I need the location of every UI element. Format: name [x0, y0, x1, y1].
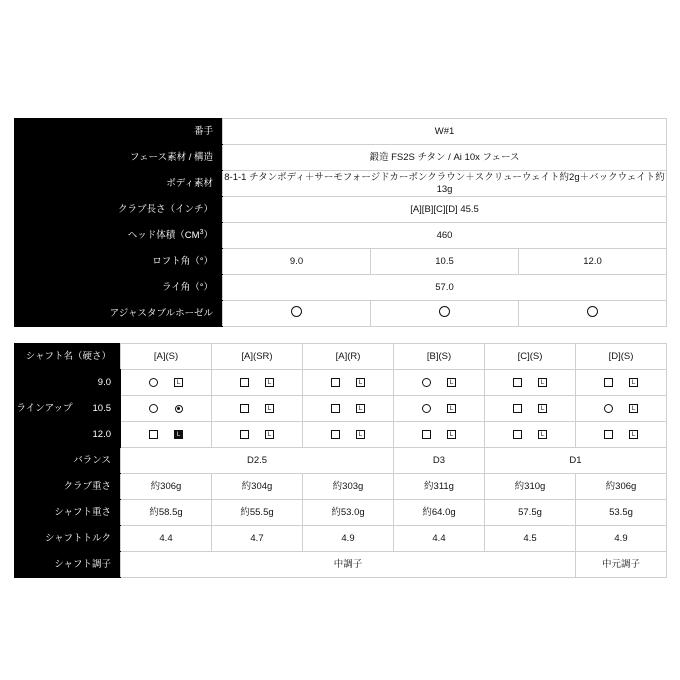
table-row — [15, 275, 667, 301]
table-row — [15, 119, 667, 145]
circle-dot-mark-icon — [173, 403, 184, 414]
lineup-cell-12-d-s — [576, 422, 667, 448]
lineup-cell-105-a-s — [121, 396, 212, 422]
lineup-cell-12-c-s — [485, 422, 576, 448]
square-mark-icon — [512, 403, 523, 414]
cell-loft-12: 12.0 — [519, 249, 667, 275]
l-filled-mark-icon: L — [173, 429, 184, 440]
shaft-name-a-r: [A](R) — [303, 344, 394, 370]
circle-mark-icon — [439, 306, 450, 317]
cell-shaft-weight-3: 約53.0g — [303, 500, 394, 526]
l-mark-icon: L — [355, 377, 366, 388]
row-label-shaft-name: シャフト名（硬さ） — [15, 344, 121, 370]
cell-club-weight-1: 約306g — [121, 474, 212, 500]
shaft-name-a-sr: [A](SR) — [212, 344, 303, 370]
row-label-shaft-weight: シャフト重さ — [15, 500, 121, 526]
mark-pair — [212, 429, 302, 440]
cell-balance-d25: D2.5 — [121, 448, 394, 474]
table-row — [15, 448, 667, 474]
cell-shaft-flex-midhigh: 中元調子 — [576, 552, 667, 578]
shaft-name-c-s: [C](S) — [485, 344, 576, 370]
l-mark-icon: L — [355, 403, 366, 414]
row-label-balance: バランス — [15, 448, 121, 474]
mark-pair — [212, 403, 302, 414]
l-mark-icon: L — [446, 429, 457, 440]
table-spacer — [14, 327, 666, 343]
mark-pair — [394, 377, 484, 388]
square-mark-icon — [239, 403, 250, 414]
row-label-lineup: ラインアップ — [15, 370, 75, 448]
spec-table — [14, 118, 667, 327]
l-mark-icon: L — [628, 429, 639, 440]
mark-pair — [303, 377, 393, 388]
row-label-head-volume — [15, 223, 223, 249]
mark-pair — [394, 429, 484, 440]
cell-body-material-value: 8-1-1 チタンボディ＋サーモフォージドカーボンクラウン＋スクリューウェイト約2g＋バックウェイト約13g — [224, 171, 665, 195]
row-label-body-material: ボディ素材 — [15, 171, 223, 197]
circle-mark-icon — [603, 403, 614, 414]
shaft-table — [14, 343, 667, 578]
table-row — [15, 396, 667, 422]
cell-lie-angle-value: 57.0 — [223, 275, 667, 301]
cell-hosel-12 — [519, 301, 667, 327]
cell-hosel-9 — [223, 301, 371, 327]
l-mark-icon: L — [355, 429, 366, 440]
table-row — [15, 171, 667, 197]
l-mark-icon: L — [264, 403, 275, 414]
table-row — [15, 145, 667, 171]
mark-pair — [303, 403, 393, 414]
circle-mark-icon — [421, 377, 432, 388]
lineup-cell-105-b-s — [394, 396, 485, 422]
cell-face-material-value: 鍛造 FS2S チタン / Ai 10x フェース — [223, 145, 667, 171]
l-mark-icon: L — [264, 377, 275, 388]
circle-mark-icon — [587, 306, 598, 317]
l-mark-icon: L — [264, 429, 275, 440]
square-mark-icon — [603, 429, 614, 440]
table-row — [15, 500, 667, 526]
mark-pair — [303, 429, 393, 440]
l-mark-icon: L — [628, 377, 639, 388]
row-label-lie-angle: ライ角（°） — [15, 275, 223, 301]
mark-pair — [121, 377, 211, 388]
square-mark-icon — [239, 429, 250, 440]
lineup-cell-9-a-r — [303, 370, 394, 396]
circle-mark-icon — [291, 306, 302, 317]
l-mark-icon: L — [173, 377, 184, 388]
lineup-cell-12-a-sr — [212, 422, 303, 448]
cell-club-weight-3: 約303g — [303, 474, 394, 500]
l-mark-icon: L — [628, 403, 639, 414]
square-mark-icon — [603, 377, 614, 388]
cell-shaft-flex-mid: 中調子 — [121, 552, 576, 578]
cell-loft-10-5: 10.5 — [371, 249, 519, 275]
cell-shaft-weight-6: 53.5g — [576, 500, 667, 526]
row-label-shaft-torque: シャフトトルク — [15, 526, 121, 552]
table-row — [15, 223, 667, 249]
row-label-adjustable-hosel: アジャスタブルホーゼル — [15, 301, 223, 327]
square-mark-icon — [330, 377, 341, 388]
row-label-loft: ロフト角（°） — [15, 249, 223, 275]
circle-mark-icon — [148, 377, 159, 388]
lineup-cell-9-a-sr — [212, 370, 303, 396]
lineup-loft-10-5: 10.5 — [75, 396, 121, 422]
l-mark-icon: L — [446, 403, 457, 414]
cell-number-value: W#1 — [223, 119, 667, 145]
square-mark-icon — [512, 429, 523, 440]
cell-club-weight-2: 約304g — [212, 474, 303, 500]
lineup-loft-12: 12.0 — [75, 422, 121, 448]
mark-pair — [576, 377, 666, 388]
square-mark-icon — [421, 429, 432, 440]
cell-shaft-torque-1: 4.4 — [121, 526, 212, 552]
mark-pair — [485, 377, 575, 388]
cell-club-length-value: [A][B][C][D] 45.5 — [223, 197, 667, 223]
l-mark-icon: L — [446, 377, 457, 388]
spec-table-body — [15, 119, 667, 327]
cell-shaft-torque-5: 4.5 — [485, 526, 576, 552]
cell-hosel-10-5 — [371, 301, 519, 327]
cell-loft-9: 9.0 — [223, 249, 371, 275]
lineup-cell-9-b-s — [394, 370, 485, 396]
square-mark-icon — [148, 429, 159, 440]
lineup-cell-105-a-r — [303, 396, 394, 422]
mark-pair — [121, 429, 211, 440]
square-mark-icon — [239, 377, 250, 388]
table-row — [15, 526, 667, 552]
row-label-club-length: クラブ長さ（インチ） — [15, 197, 223, 223]
row-label-club-weight: クラブ重さ — [15, 474, 121, 500]
cell-shaft-torque-4: 4.4 — [394, 526, 485, 552]
cell-shaft-torque-2: 4.7 — [212, 526, 303, 552]
row-label-number: 番手 — [15, 119, 223, 145]
table-row — [15, 370, 667, 396]
table-row — [15, 474, 667, 500]
l-mark-icon: L — [537, 377, 548, 388]
circle-mark-icon — [148, 403, 159, 414]
mark-pair — [576, 429, 666, 440]
cell-shaft-weight-2: 約55.5g — [212, 500, 303, 526]
circle-mark-icon — [421, 403, 432, 414]
cell-head-volume-value: 460 — [223, 223, 667, 249]
mark-pair — [212, 377, 302, 388]
cell-club-weight-5: 約310g — [485, 474, 576, 500]
lineup-cell-105-d-s — [576, 396, 667, 422]
row-label-head-volume-text: ヘッド体積$(CM^3)$ — [127, 228, 213, 242]
table-row — [15, 552, 667, 578]
mark-pair — [121, 403, 211, 414]
cell-shaft-torque-6: 4.9 — [576, 526, 667, 552]
lineup-cell-9-c-s — [485, 370, 576, 396]
shaft-name-b-s: [B](S) — [394, 344, 485, 370]
square-mark-icon — [330, 429, 341, 440]
cell-club-weight-4: 約311g — [394, 474, 485, 500]
mark-pair — [485, 429, 575, 440]
cell-club-weight-6: 約306g — [576, 474, 667, 500]
shaft-table-body — [15, 344, 667, 578]
cell-shaft-weight-4: 約64.0g — [394, 500, 485, 526]
shaft-name-a-s: [A](S) — [121, 344, 212, 370]
cell-shaft-torque-3: 4.9 — [303, 526, 394, 552]
square-mark-icon — [330, 403, 341, 414]
mark-pair — [485, 403, 575, 414]
shaft-name-d-s: [D](S) — [576, 344, 667, 370]
table-row — [15, 301, 667, 327]
lineup-cell-9-d-s — [576, 370, 667, 396]
table-row — [15, 249, 667, 275]
cell-shaft-weight-5: 57.5g — [485, 500, 576, 526]
row-label-face-material: フェース素材 / 構造 — [15, 145, 223, 171]
cell-balance-d1: D1 — [485, 448, 667, 474]
lineup-cell-9-a-s — [121, 370, 212, 396]
square-mark-icon — [512, 377, 523, 388]
mark-pair — [576, 403, 666, 414]
table-row — [15, 197, 667, 223]
mark-pair — [394, 403, 484, 414]
lineup-cell-12-a-r — [303, 422, 394, 448]
lineup-loft-9: 9.0 — [75, 370, 121, 396]
lineup-cell-12-a-s — [121, 422, 212, 448]
table-row — [15, 422, 667, 448]
l-mark-icon: L — [537, 429, 548, 440]
lineup-cell-12-b-s — [394, 422, 485, 448]
cell-shaft-weight-1: 約58.5g — [121, 500, 212, 526]
l-mark-icon: L — [537, 403, 548, 414]
lineup-cell-105-c-s — [485, 396, 576, 422]
table-row — [15, 344, 667, 370]
row-label-shaft-flex-profile: シャフト調子 — [15, 552, 121, 578]
cell-balance-d3: D3 — [394, 448, 485, 474]
lineup-cell-105-a-sr — [212, 396, 303, 422]
